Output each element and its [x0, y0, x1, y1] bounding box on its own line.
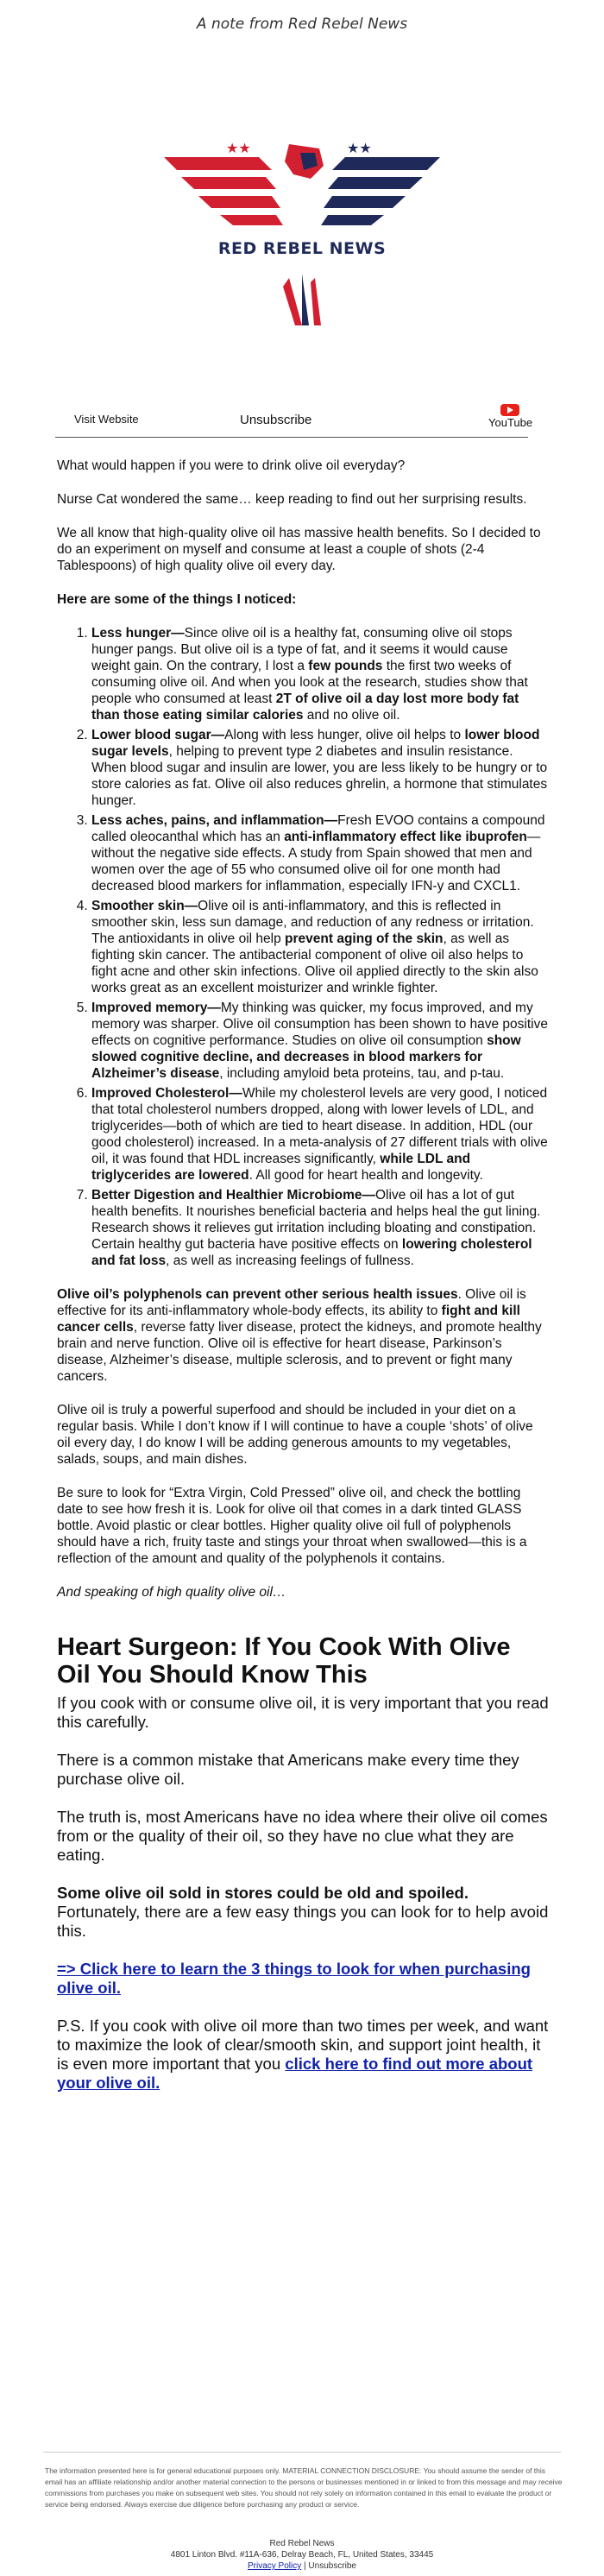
list-item: 4. Smoother skin—Olive oil is anti-inflammatory, and this is reflected in smoother skin, less sun damage, and reduction of any redness or irritation. The antioxidants in olive oil help prevent aging of the skin, as well as fighting skin cancer. The antibacterial component of olive oil also helps to fight acne and other skin infections. Olive oil applied directly to the skin also works great as an excellent moisturizer and wrinkle fighter. — [91, 898, 549, 996]
find-out-more-link[interactable]: click here to find out more about your olive oil. — [57, 2055, 533, 2092]
list-item: 7. Better Digestion and Healthier Microbiome—Olive oil has a lot of gut health benefits. It nourishes beneficial bacteria and helps heal the gut lining. Research shows it relieves gut irritation including bloating and constipation. Certain healthy gut bacteria have positive effects on lowering cholesterol and fat loss, as well as increasing feelings of fullness. — [91, 1187, 549, 1269]
nav-bar — [55, 402, 533, 438]
youtube-link[interactable]: YouTube — [488, 416, 533, 429]
speaking-line: And speaking of high quality olive oil… — [57, 1585, 286, 1600]
benefits-list — [57, 625, 549, 1269]
privacy-policy-link[interactable]: Privacy Policy — [248, 2561, 302, 2571]
youtube-icon[interactable] — [500, 404, 519, 416]
intro-question: What would happen if you were to drink olive oil everyday? — [57, 458, 406, 473]
noticed-heading: Here are some of the things I noticed: — [57, 592, 297, 607]
ad-paragraph: If you cook with or consume olive oil, it is very important that you read this carefully. — [57, 1694, 549, 1731]
superfood-paragraph: Olive oil is truly a powerful superfood and should be included in your diet on a regular basis. While I don’t know if I will continue to have a couple ‘shots’ of olive oil every day, I do know I will be adding generous amounts to my vegetables, salads, soups, and main dishes. — [57, 1403, 533, 1467]
logo — [0, 45, 604, 433]
intro-paragraph: We all know that high-quality olive oil has massive health benefits. So I decided to do an experiment on myself and consume at least a couple of shots (2-4 Tablespoons) of high quality olive oil every day. — [57, 526, 541, 573]
ad-headline: Heart Surgeon: If You Cook With Olive Oil You Should Know This — [57, 1633, 511, 1689]
company-name: Red Rebel News — [269, 2539, 335, 2548]
look-for-paragraph: Be sure to look for “Extra Virgin, Cold Pressed” olive oil, and check the bottling date to see how fresh it is. Look for olive oil that comes in a dark tinted GLASS bottle. Avoid plastic or clear bottles. Higher quality olive oil full of polyphenols should have a rich, fruity taste and stings your throat when swallowed—this is a reflection of the amount and quality of the polyphenols it contains. — [57, 1486, 527, 1566]
logo-text: RED REBEL NEWS — [217, 239, 387, 258]
preheader: A note from Red Rebel News — [196, 16, 408, 33]
list-item: 2. Lower blood sugar—Along with less hunger, olive oil helps to lower blood sugar levels, helping to prevent type 2 diabetes and insulin resistance. When blood sugar and insulin are lower, you are less likely to be hungry or to store calories as fat. Olive oil also reduces ghrelin, a hormone that stimulates hunger. — [91, 727, 549, 809]
ad-paragraph: Some olive oil sold in stores could be old and spoiled. Fortunately, there are a few easy things you can look for to help avoid this. — [57, 1884, 549, 1940]
footer-unsubscribe-link[interactable]: Unsubscribe — [308, 2561, 356, 2571]
unsubscribe-link[interactable]: Unsubscribe — [240, 413, 312, 427]
eagle-logo-icon — [147, 127, 457, 325]
list-item: 6. Improved Cholesterol—While my cholesterol levels are very good, I noticed that total cholesterol numbers dropped, along with lower levels of LDL, and triglycerides—both of which are tied to heart disease. In addition, HDL (our good cholesterol) increased. In a meta-analysis of 27 different trials with olive oil, it was found that HDL increases significantly, while LDL and triglycerides are lowered. All good for heart health and longevity. — [91, 1085, 549, 1184]
street-address: 4801 Linton Blvd. #11A-636, Delray Beach, FL, United States, 33445 — [170, 2550, 434, 2560]
list-item: 5. Improved memory—My thinking was quicker, my focus improved, and my memory was sharper. Olive oil consumption has been shown to have positive effects on cognitive performance. Studies on olive oil consumption show slowed cognitive decline, and decreases in blood markers for Alzheimer’s disease, including amyloid beta proteins, tau, and p-tau. — [91, 1000, 549, 1082]
intro-nurse: Nurse Cat wondered the same… keep reading to find out her surprising results. — [57, 492, 527, 507]
ps-paragraph: P.S. If you cook with olive oil more than two times per week, and want to maximize the look of clear/smooth skin, and support joint health, it is even more important that you click here to find out more about your olive oil. — [57, 2017, 549, 2092]
list-item: 1. Less hunger—Since olive oil is a healthy fat, consuming olive oil stops hunger pangs. But olive oil is a type of fat, and it seems it would cause weight gain. On the contrary, I lost a few pounds the first two weeks of consuming olive oil. And when you look at the research, studies show that people who consumed at least 2T of olive oil a day lost more body fat than those eating similar calories and no olive oil. — [91, 625, 549, 723]
disclaimer: The information presented here is for general educational purposes only. MATERIAL CONNECTION DISCLOSURE: You should assume the sender of this email has an affiliate relationship and/or another material connection to the persons or businesses mentioned in or linked to from this message and may receive commissions from purchases you make on subsequent web sites. You should not rely solely on information contained in this email to evaluate the product or service being endorsed. Always exercise due diligence before purchasing any product or service. — [45, 2466, 563, 2509]
ad-body — [57, 1694, 549, 2093]
email-body — [57, 458, 549, 2112]
ad-paragraph: There is a common mistake that Americans make every time they purchase olive oil. — [57, 1751, 519, 1788]
visit-website-link[interactable]: Visit Website — [74, 413, 139, 426]
svg-text:★★: ★★ — [226, 140, 251, 156]
footer-divider — [43, 2452, 561, 2453]
svg-text:★★: ★★ — [347, 140, 372, 156]
list-item: 3. Less aches, pains, and inflammation—Fresh EVOO contains a compound called oleocanthal which has an anti-inflammatory effect like ibuprofen—without the negative side effects. A study from Spain showed that men and women over the age of 55 who consumed olive oil for one month had decreased blood markers for inflammation, especially IFN-y and CXCL1. — [91, 812, 549, 894]
polyphenols-paragraph: Olive oil’s polyphenols can prevent other serious health issues. Olive oil is effective for its anti-inflammatory whole-body effects, its ability to fight and kill cancer cells, reverse fatty liver disease, protect the kidneys, and promote healthy brain and nerve function. Olive oil is effective for heart disease, Parkinson’s disease, Alzheimer’s disease, multiple sclerosis, and to prevent or fight many cancers. — [57, 1287, 542, 1384]
ad-paragraph: The truth is, most Americans have no idea where their olive oil comes from or the quality of their oil, so they have no clue what they are eating. — [57, 1808, 548, 1864]
learn-3-things-link[interactable]: => Click here to learn the 3 things to look for when purchasing olive oil. — [57, 1960, 531, 1997]
footer-address: Red Rebel News 4801 Linton Blvd. #11A-636, Delray Beach, FL, United States, 33445 Privacy Policy | Unsubscribe — [0, 2538, 604, 2572]
